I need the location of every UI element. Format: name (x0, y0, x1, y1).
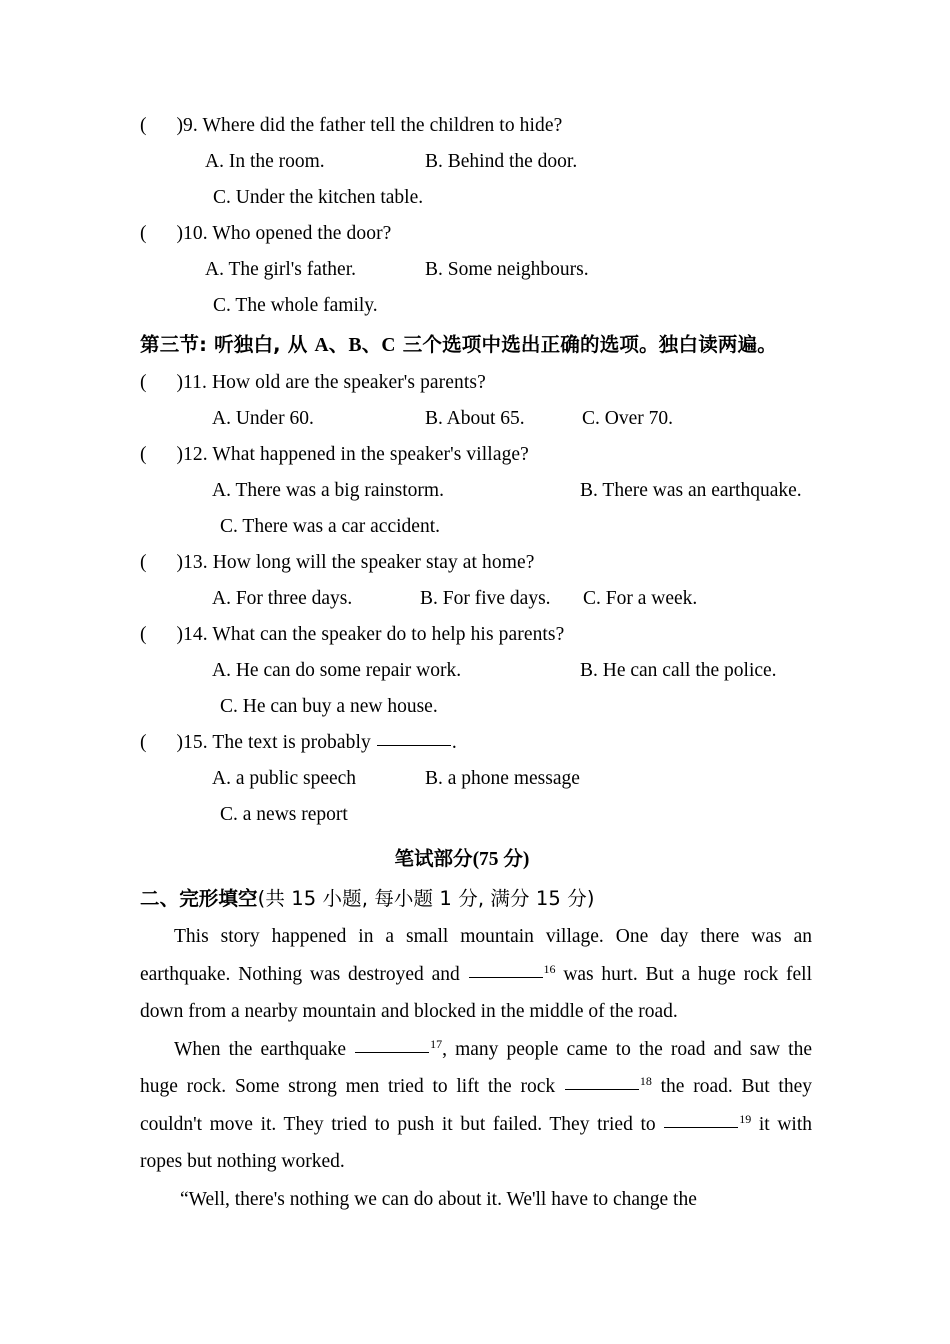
option-14-b[interactable]: B. He can call the police. (580, 660, 777, 681)
banner-label: 笔试部分 (394, 847, 473, 870)
options-row-10b (140, 288, 812, 324)
heading-prefix: 第三节: 听独白, 从 (140, 333, 315, 356)
question-text-9: Where did the father tell the children to hide? (202, 115, 563, 136)
answer-bracket-15[interactable] (140, 732, 183, 753)
question-number-10: 10. (183, 223, 208, 244)
question-line-10 (140, 216, 812, 252)
cloze-paragraph-1 (140, 918, 812, 1031)
question-text-15-end: . (451, 732, 457, 753)
answer-blank-15[interactable] (377, 730, 451, 746)
bracket-open: ( (140, 223, 147, 244)
question-number-15: 15. (183, 732, 208, 753)
heading-choice-b: B (348, 335, 362, 356)
option-14-a[interactable]: A. He can do some repair work. (212, 660, 462, 681)
bracket-open: ( (140, 552, 147, 573)
bracket-close: ) (176, 223, 184, 244)
cloze-blank-number-16: 16 (543, 961, 556, 976)
options-row-12a (140, 473, 812, 509)
option-9-b[interactable]: B. Behind the door. (425, 151, 578, 172)
option-13-b[interactable]: B. For five days. (420, 588, 551, 609)
cloze-p2-text-4: it with ropes but nothing worked. (140, 1113, 813, 1172)
answer-bracket-13[interactable] (140, 552, 183, 573)
cloze-blank-18[interactable] (565, 1074, 639, 1090)
option-12-a[interactable]: A. There was a big rainstorm. (212, 480, 444, 501)
cloze-heading-label: 二、完形填空 (140, 887, 258, 910)
options-row-13 (140, 581, 812, 617)
option-11-a[interactable]: A. Under 60. (212, 408, 314, 429)
cloze-paragraph-2 (140, 1031, 812, 1181)
cloze-paragraph-3 (140, 1181, 812, 1219)
option-9-a[interactable]: A. In the room. (205, 151, 325, 172)
listening-section-3-heading (140, 326, 812, 365)
page-content (140, 108, 812, 1218)
cloze-p3-text-1: “Well, there's nothing we can do about it. We'll have to change the (180, 1188, 697, 1210)
answer-bracket-12[interactable] (140, 444, 183, 465)
option-15-c[interactable]: C. a news report (220, 804, 348, 825)
option-15-b[interactable]: B. a phone message (425, 768, 580, 789)
bracket-close: ) (176, 444, 184, 465)
heading-sep-1: 、 (328, 333, 349, 356)
question-line-15 (140, 725, 812, 761)
bracket-open: ( (140, 444, 147, 465)
question-number-11: 11. (183, 372, 207, 393)
option-12-b[interactable]: B. There was an earthquake. (580, 480, 802, 501)
question-line-14 (140, 617, 812, 653)
question-number-9: 9. (183, 115, 198, 136)
bracket-close: ) (176, 624, 184, 645)
option-11-c[interactable]: C. Over 70. (582, 408, 673, 429)
option-10-c[interactable]: C. The whole family. (213, 295, 378, 316)
cloze-blank-number-18: 18 (639, 1074, 652, 1088)
option-9-c[interactable]: C. Under the kitchen table. (213, 187, 424, 208)
question-line-12 (140, 437, 812, 473)
options-row-11 (140, 401, 812, 437)
question-line-13 (140, 545, 812, 581)
question-text-11: How old are the speaker's parents? (211, 372, 486, 393)
answer-bracket-9[interactable] (140, 115, 183, 136)
question-text-13: How long will the speaker stay at home? (212, 552, 535, 573)
cloze-p1-text-1: This story happened in a small mountain village. One day there was an earthquake. Nothing was destroyed and (140, 926, 812, 985)
cloze-section-heading (140, 880, 812, 918)
cloze-p2-text-2: , many people came to the road and saw the huge rock. Some strong men tried to lift the rock (140, 1038, 812, 1097)
question-text-12: What happened in the speaker's village? (212, 444, 529, 465)
bracket-open: ( (140, 115, 147, 136)
cloze-blank-16[interactable] (469, 962, 543, 978)
question-line-11 (140, 365, 812, 401)
options-row-15b (140, 797, 812, 833)
question-number-13: 13. (183, 552, 208, 573)
cloze-heading-detail: (共 15 小题, 每小题 1 分, 满分 15 分) (257, 887, 595, 910)
question-line-9 (140, 108, 812, 144)
bracket-close: ) (176, 552, 184, 573)
option-11-b[interactable]: B. About 65. (425, 408, 525, 429)
answer-bracket-14[interactable] (140, 624, 183, 645)
option-15-a[interactable]: A. a public speech (212, 768, 357, 789)
option-10-b[interactable]: B. Some neighbours. (425, 259, 589, 280)
cloze-blank-number-19: 19 (739, 1111, 752, 1126)
options-row-15a (140, 761, 812, 797)
options-row-9a (140, 144, 812, 180)
bracket-close: ) (176, 732, 184, 753)
cloze-p1-text-2: was hurt. But a huge rock fell down from a nearby mountain and blocked in the middle of the road. (140, 963, 812, 1022)
question-text-15: The text is probably (212, 732, 376, 753)
cloze-blank-17[interactable] (355, 1037, 429, 1053)
option-13-c[interactable]: C. For a week. (583, 588, 698, 609)
bracket-close: ) (176, 372, 184, 393)
question-text-14: What can the speaker do to help his parents? (212, 624, 565, 645)
options-row-14a (140, 653, 812, 689)
options-row-12b (140, 509, 812, 545)
bracket-open: ( (140, 624, 147, 645)
written-part-banner (140, 839, 812, 880)
question-text-10: Who opened the door? (212, 223, 392, 244)
option-13-a[interactable]: A. For three days. (212, 588, 353, 609)
cloze-blank-number-17: 17 (430, 1036, 443, 1051)
cloze-p2-text-1: When the earthquake (174, 1038, 355, 1060)
bracket-open: ( (140, 372, 147, 393)
cloze-p2-text-3: the road. But they couldn't move it. They tried to push it but failed. They tried to (140, 1076, 812, 1135)
options-row-14b (140, 689, 812, 725)
options-row-9b (140, 180, 812, 216)
options-row-10a (140, 252, 812, 288)
heading-suffix: 三个选项中选出正确的选项。独白读两遍。 (395, 333, 777, 356)
heading-choice-c: C (381, 335, 396, 356)
option-10-a[interactable]: A. The girl's father. (205, 259, 356, 280)
cloze-blank-19[interactable] (664, 1112, 738, 1128)
answer-bracket-11[interactable] (140, 372, 183, 393)
option-14-c[interactable]: C. He can buy a new house. (220, 696, 438, 717)
bracket-open: ( (140, 732, 147, 753)
question-number-14: 14. (183, 624, 208, 645)
option-12-c[interactable]: C. There was a car accident. (220, 516, 440, 537)
question-number-12: 12. (183, 444, 208, 465)
bracket-close: ) (176, 115, 184, 136)
heading-sep-2: 、 (361, 333, 382, 356)
answer-bracket-10[interactable] (140, 223, 183, 244)
banner-score: (75 分) (472, 849, 530, 870)
heading-choice-a: A (314, 335, 329, 356)
